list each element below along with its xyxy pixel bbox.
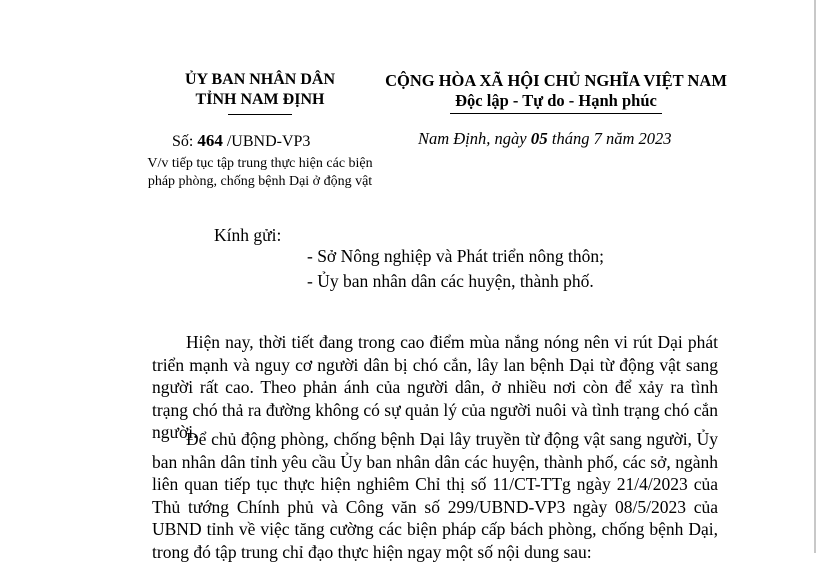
recipient-item: - Sở Nông nghiệp và Phát triển nông thôn; <box>307 246 605 266</box>
agency-name-line2: TỈNH NAM ĐỊNH <box>195 91 325 108</box>
agency-name-line1: ỦY BAN NHÂN DÂN <box>184 71 336 88</box>
document-number <box>172 131 310 151</box>
document-date <box>418 129 672 149</box>
date-prefix: Nam Định, ngày <box>418 129 527 148</box>
recipient-item: - Ủy ban nhân dân các huyện, thành phố. <box>307 271 594 291</box>
subject-line2: pháp phòng, chống bệnh Dại ở động vật <box>147 174 373 189</box>
motto-underline <box>450 113 662 114</box>
doc-number-prefix: Số: <box>172 133 194 150</box>
nation-name: CỘNG HÒA XÃ HỘI CHỦ NGHĨA VIỆT NAM <box>385 71 727 90</box>
body-paragraph-1: Hiện nay, thời tiết đang trong cao điểm mùa nắng nóng nên vi rút Dại phát triển mạnh và nguy cơ người dân bị chó cắn, lây lan bệnh Dại từ động vật sang người rất cao. Theo phản ánh của người dân, ở nhiều nơi còn để xảy ra tình trạng chó thả ra đường không có sự quản lý của người nuôi và tình trạng chó cắn người. <box>152 332 718 443</box>
subject-line1: V/v tiếp tục tập trung thực hiện các biện <box>147 156 373 171</box>
date-suffix: tháng 7 năm 2023 <box>551 129 672 148</box>
doc-number-value: 464 <box>197 131 223 150</box>
date-day: 05 <box>530 129 548 148</box>
recipients-label: Kính gửi: <box>214 225 282 245</box>
doc-number-suffix: /UBND-VP3 <box>226 133 311 150</box>
agency-underline <box>228 114 292 115</box>
body-paragraph-2: Để chủ động phòng, chống bệnh Dại lây truyền từ động vật sang người, Ủy ban nhân dân tỉnh yêu cầu Ủy ban nhân dân các huyện, thành phố, các sở, ngành liên quan tiếp tục thực hiện nghiêm Chỉ thị số 11/CT-TTg ngày 21/4/2023 của Thủ tướng Chính phủ và Công văn số 299/UBND-VP3 ngày 08/5/2023 của UBND tỉnh về việc tăng cường các biện pháp cấp bách phòng, chống bệnh Dại, trong đó tập trung chỉ đạo thực hiện ngay một số nội dung sau: <box>152 429 718 562</box>
nation-motto: Độc lập - Tự do - Hạnh phúc <box>455 91 657 110</box>
